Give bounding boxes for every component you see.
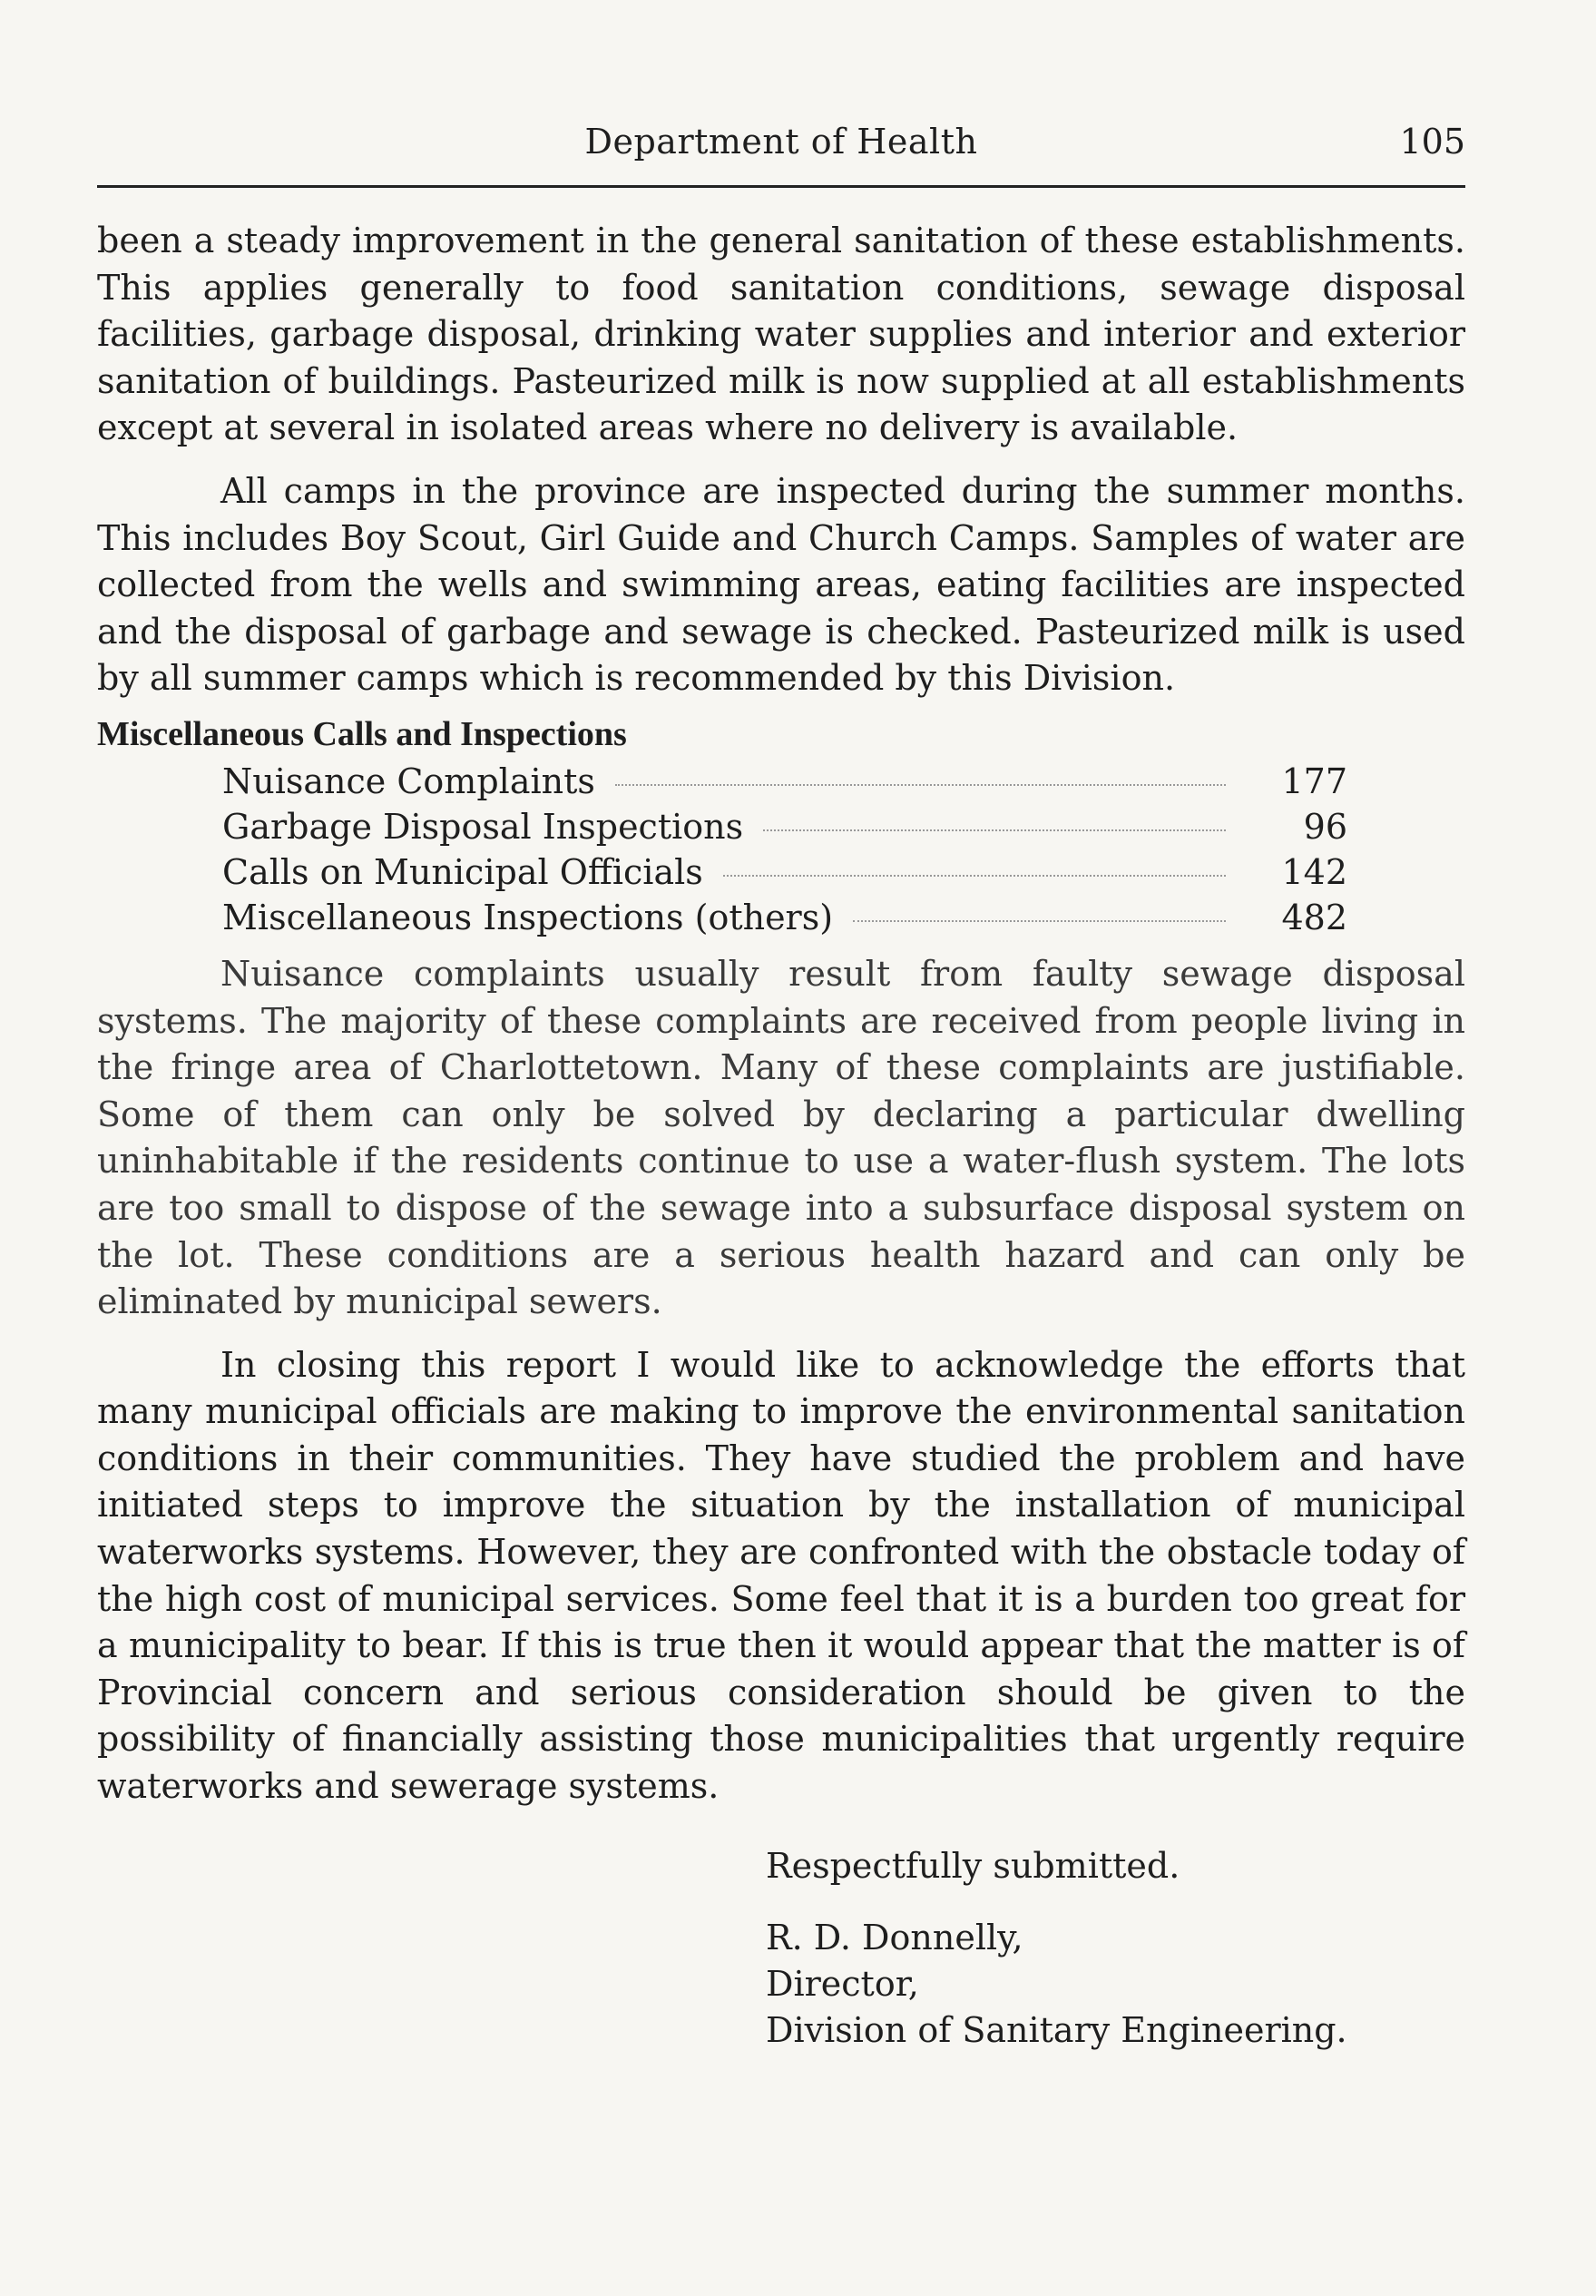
paragraph: In closing this report I would like to acknowledge the efforts that many municipal officials are making to improve the environmental sanitation conditions in their communities. They have studied the problem and have initiated steps to improve the situation by the installation of municipal waterworks systems. However, they are confronted with the obstacle today of the high cost of municipal services. Some feel that it is a burden too great for a municipality to bear. If this is true then it would appear that the matter is of Provincial concern and serious consideration should be given to the possibility of financially assisting those municipalities that urgently require waterworks and sewerage systems. [97,1344,1465,1807]
page-header [97,116,1465,188]
stat-value: 482 [1281,897,1347,937]
stat-row [222,759,1347,804]
page-body [97,218,1465,2054]
signatory-name: R. D. Donnelly, [766,1917,1023,1957]
stat-label: Calls on Municipal Officials [222,851,703,892]
dot-leader [615,784,1226,786]
running-head: Department of Health [584,122,978,162]
section-heading: Miscellaneous Calls and Inspections [97,714,627,753]
stat-value: 96 [1303,806,1347,847]
stat-label: Miscellaneous Inspections (others) [222,897,834,937]
signature-block [766,1843,1465,2054]
stat-row [222,804,1347,849]
dot-leader [723,875,1226,877]
stat-label: Garbage Disposal Inspections [222,806,744,847]
dot-leader [763,829,1226,831]
page-number: 105 [1399,122,1465,162]
paragraph: Nuisance complaints usually result from faulty sewage disposal systems. The majority of these complaints are received from people living in the fringe area of Charlottetown. Many of these complaints are justifiable. Some of them can only be solved by declaring a particular dwelling uninhabitable if the residents continue to use a water-flush system. The lots are too small to dispose of the sewage into a subsurface disposal system on the lot. These conditions are a serious health hazard and can only be eliminated by municipal sewers. [97,953,1465,1322]
stat-row [222,849,1347,895]
paragraph: All camps in the province are inspected during the summer months. This includes Boy Scout, Girl Guide and Church Camps. Samples of water are collected from the wells and swimming areas, eating facilities are inspected and the disposal of garbage and sewage is checked. Pasteurized milk is used by all summer camps which is recommended by this Division. [97,470,1465,699]
stat-label: Nuisance Complaints [222,760,595,801]
stat-value: 142 [1281,851,1347,892]
closing-line: Respectfully submitted. [766,1845,1180,1886]
signatory-division: Division of Sanitary Engineering. [766,2009,1347,2050]
stat-row [222,895,1347,940]
dot-leader [853,920,1226,922]
signatory-title: Director, [766,1963,919,2004]
stat-value: 177 [1281,760,1347,801]
inspection-stats-list [222,759,1347,940]
paragraph: been a steady improvement in the general sanitation of these establishments. This applies generally to food sanitation conditions, sewage disposal facilities, garbage disposal, drinking water supplies and interior and exterior sanitation of buildings. Pasteurized milk is now supplied at all establishments except at several in isolated areas where no delivery is available. [97,221,1465,448]
